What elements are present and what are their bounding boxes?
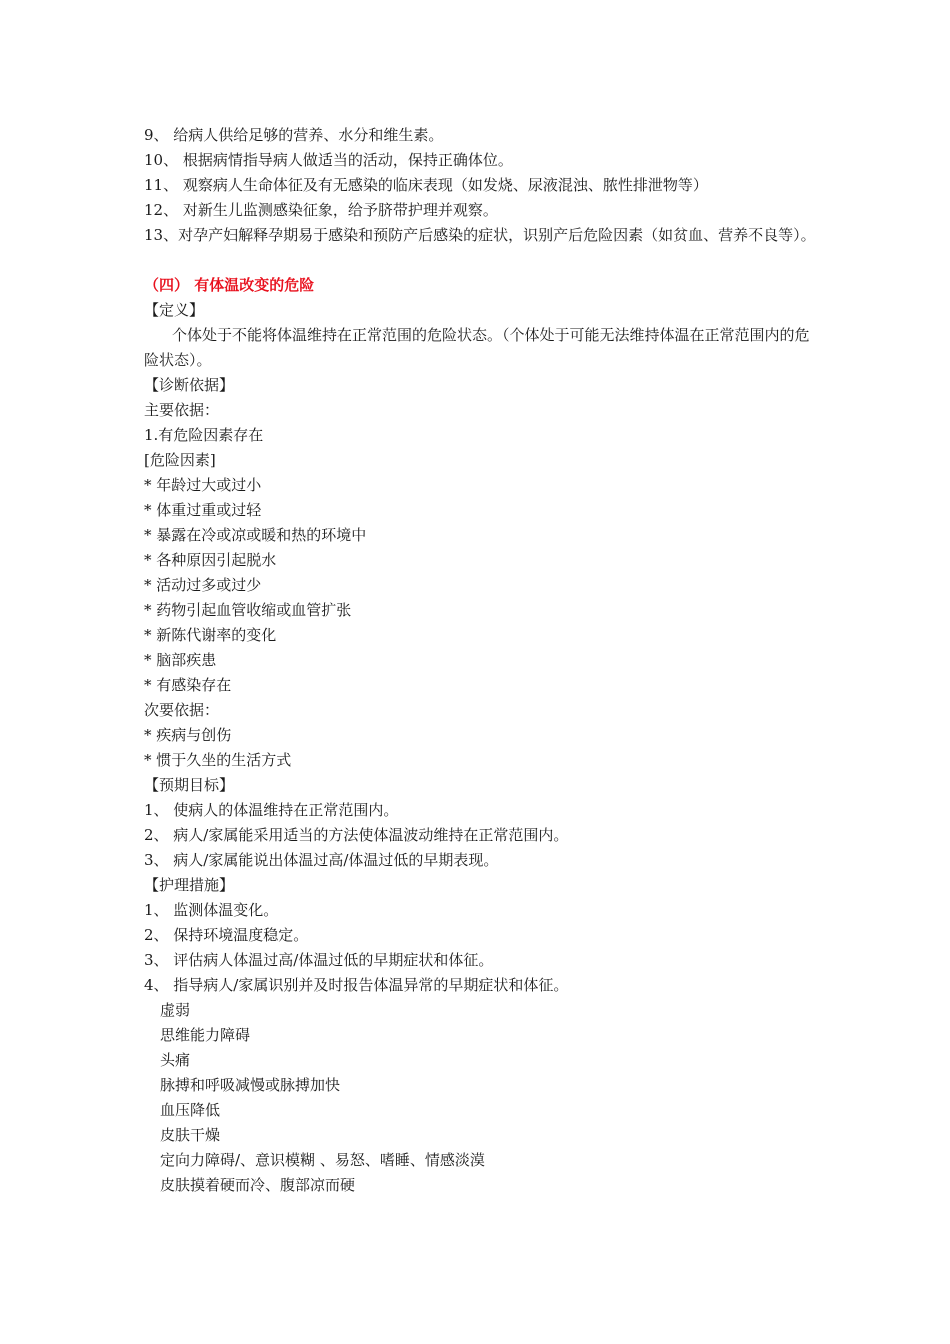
list-item: * 惯于久坐的生活方式 [144, 751, 292, 769]
spacer [144, 248, 824, 273]
list-item: * 有感染存在 [144, 676, 232, 694]
list-item: * 年龄过大或过小 [144, 476, 262, 494]
goals-list [144, 798, 824, 873]
list-item: 1、 使病人的体温维持在正常范围内。 [144, 801, 399, 819]
list-item: 脉搏和呼吸减慢或脉搏加快 [160, 1076, 341, 1094]
list-item: * 药物引起血管收缩或血管扩张 [144, 601, 352, 619]
major-criteria-item: 1.有危险因素存在 [144, 426, 264, 444]
document-page [144, 123, 824, 1198]
definition-text: 个体处于不能将体温维持在正常范围的危险状态。（个体处于可能无法维持体温在正常范围内的危险状态）。 [144, 326, 810, 369]
list-item: * 疾病与创伤 [144, 726, 232, 744]
definition-label: 【定义】 [144, 301, 205, 319]
section-heading: （四） 有体温改变的危险 [144, 276, 315, 294]
list-item: 皮肤摸着硬而冷、腹部凉而硬 [160, 1176, 356, 1194]
list-item: * 新陈代谢率的变化 [144, 626, 277, 644]
list-item: 血压降低 [160, 1101, 221, 1119]
risk-factors-label: [危险因素] [144, 451, 216, 469]
list-item: 2、 病人/家属能采用适当的方法使体温波动维持在正常范围内。 [144, 826, 569, 844]
list-item: * 活动过多或过少 [144, 576, 262, 594]
list-item: 思维能力障碍 [160, 1026, 251, 1044]
risk-factor-list [144, 473, 824, 698]
list-item: 头痛 [160, 1051, 191, 1069]
list-item: * 各种原因引起脱水 [144, 551, 277, 569]
list-item: 9、 给病人供给足够的营养、水分和维生素。 [144, 126, 444, 144]
list-item: 1、 监测体温变化。 [144, 901, 279, 919]
list-item: 12、 对新生儿监测感染征象，给予脐带护理并观察。 [144, 201, 498, 219]
measures-label: 【护理措施】 [144, 876, 235, 894]
symptom-list [144, 998, 824, 1198]
previous-measures-list [144, 123, 824, 248]
minor-criteria-label: 次要依据： [144, 701, 220, 719]
list-item: 虚弱 [160, 1001, 191, 1019]
list-item: 11、 观察病人生命体征及有无感染的临床表现（如发烧、尿液混浊、脓性排泄物等） [144, 176, 708, 194]
measures-list [144, 898, 824, 998]
major-criteria-label: 主要依据： [144, 401, 220, 419]
list-item: 3、 评估病人体温过高/体温过低的早期症状和体征。 [144, 951, 494, 969]
diagnosis-label: 【诊断依据】 [144, 376, 235, 394]
list-item: 13、对孕产妇解释孕期易于感染和预防产后感染的症状，识别产后危险因素（如贫血、营养不良等）。 [144, 226, 816, 244]
list-item: 2、 保持环境温度稳定。 [144, 926, 309, 944]
list-item: 定向力障碍/、意识模糊 、易怒、嗜睡、情感淡漠 [160, 1151, 485, 1169]
list-item: 3、 病人/家属能说出体温过高/体温过低的早期表现。 [144, 851, 499, 869]
list-item: 10、 根据病情指导病人做适当的活动，保持正确体位。 [144, 151, 513, 169]
minor-factor-list [144, 723, 824, 773]
list-item: 4、 指导病人/家属识别并及时报告体温异常的早期症状和体征。 [144, 976, 569, 994]
goals-label: 【预期目标】 [144, 776, 235, 794]
list-item: 皮肤干燥 [160, 1126, 221, 1144]
list-item: * 体重过重或过轻 [144, 501, 262, 519]
list-item: * 脑部疾患 [144, 651, 217, 669]
list-item: * 暴露在冷或凉或暖和热的环境中 [144, 526, 367, 544]
